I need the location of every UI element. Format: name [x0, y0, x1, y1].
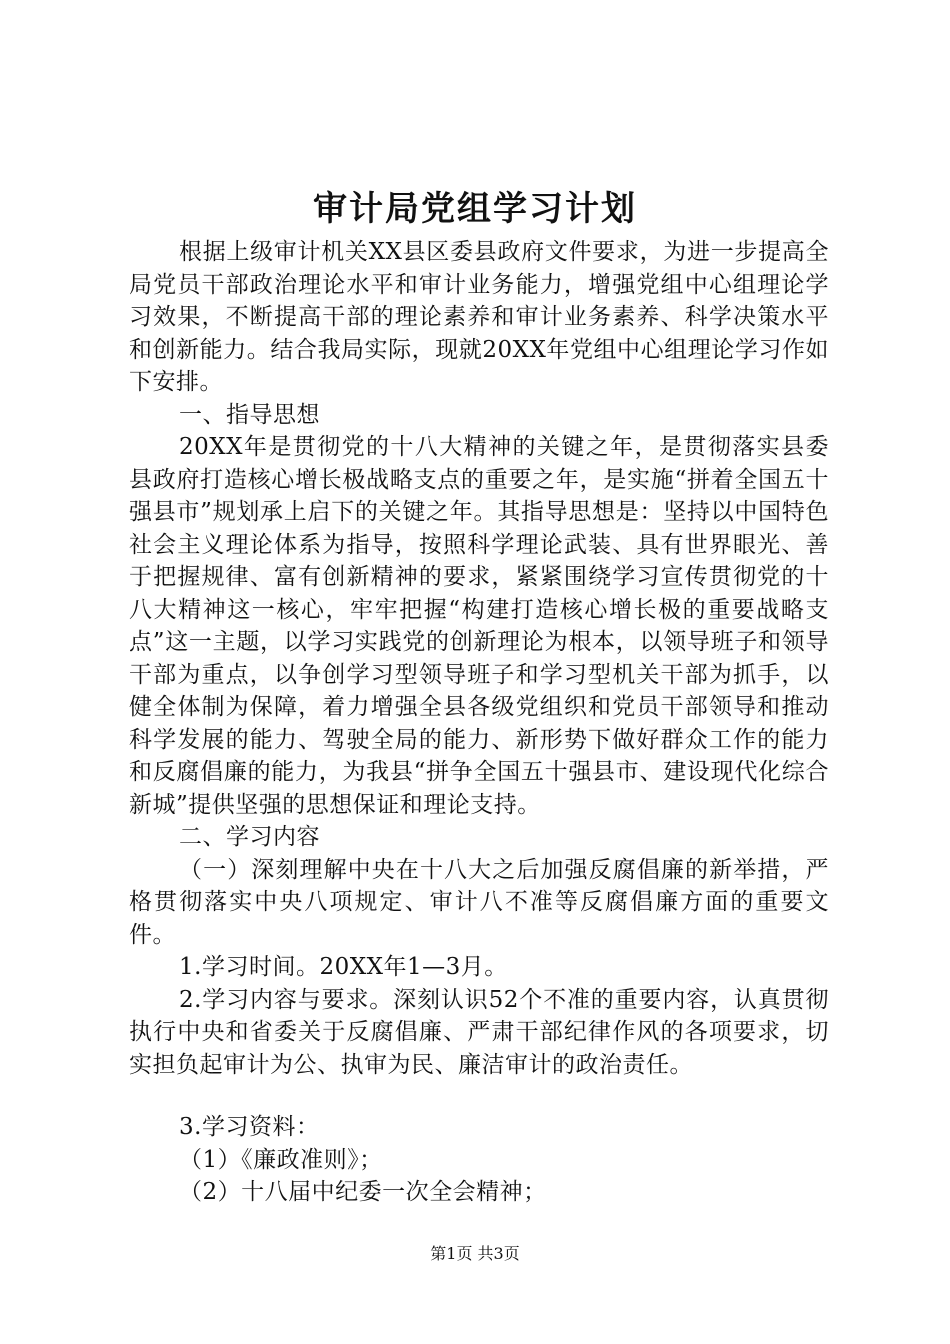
document-title: 审计局党组学习计划: [313, 189, 637, 229]
study-materials-heading: 3.学习资料：: [179, 1114, 320, 1140]
page-number-footer: 第1页 共3页: [430, 1244, 520, 1263]
section-heading-guiding-ideology: 一、指导思想: [179, 401, 320, 428]
section-heading-study-content: 二、学习内容: [179, 824, 320, 850]
study-item-1-paragraph: （一）深刻理解中央在十八大之后加强反腐倡廉的新举措，严格贯彻落实中央八项规定、审计八不准等反腐倡廉方面的重要文件。: [129, 856, 829, 948]
study-time-paragraph: 1.学习时间。20XX年1—3月。: [179, 954, 508, 980]
guiding-ideology-paragraph: 20XX年是贯彻党的十八大精神的关键之年，是贯彻落实县委县政府打造核心增长极战略支点的重要之年，是实施“拼着全国五十强县市”规划承上启下的关键之年。其指导思想是：坚持以中国特色社会主义理论体系为指导，按照科学理论武装、具有世界眼光、善于把握规律、富有创新精神的要求，紧紧围绕学习宣传贯彻党的十八大精神这一核心，牢牢把握“构建打造核心增长极的重要战略支点”这一主题，以学习实践党的创新理论为根本，以领导班子和领导干部为重点，以争创学习型领导班子和学习型机关干部为抓手，以健全体制为保障，着力增强全县各级党组织和党员干部领导和推动科学发展的能力、驾驶全局的能力、新形势下做好群众工作的能力和反腐倡廉的能力，为我县“拼争全国五十强县市、建设现代化综合新城”提供坚强的思想保证和理论支持。: [129, 434, 829, 818]
study-requirements-paragraph: 2.学习内容与要求。深刻认识52个不准的重要内容，认真贯彻执行中央和省委关于反腐倡廉、严肃干部纪律作风的各项要求，切实担负起审计为公、执审为民、廉洁审计的政治责任。: [129, 986, 829, 1078]
document-body: [129, 236, 829, 1209]
study-material-item: （1）《廉政准则》；: [179, 1146, 383, 1173]
study-material-item: （2）十八届中纪委一次全会精神；: [179, 1179, 547, 1205]
intro-paragraph: 根据上级审计机关XX县区委县政府文件要求，为进一步提高全局党员干部政治理论水平和审计业务能力，增强党组中心组理论学习效果，不断提高干部的理论素养和审计业务素养、科学决策水平和创新能力。结合我局实际，现就20XX年党组中心组理论学习作如下安排。: [129, 239, 829, 395]
